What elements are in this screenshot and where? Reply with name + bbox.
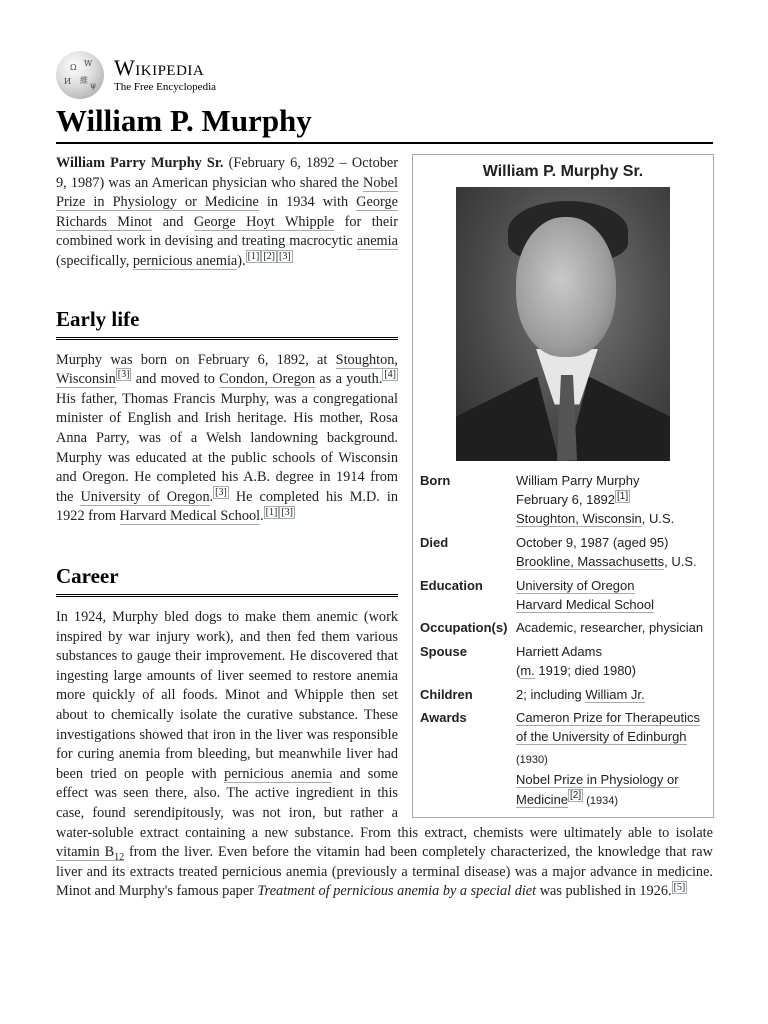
paper-title: Treatment of pernicious anemia by a special diet	[257, 883, 537, 900]
infobox-value: October 9, 1987 (aged 95) Brookline, Massachusetts, U.S.	[516, 533, 705, 572]
link-married-abbr[interactable]: m.	[520, 663, 535, 679]
infobox-label: Spouse	[420, 643, 467, 659]
citation-link[interactable]: [5]	[673, 881, 686, 893]
infobox-label: Awards	[420, 709, 467, 725]
wikipedia-wordmark: Wikipedia	[114, 55, 205, 80]
citation-link[interactable]: [4]	[384, 369, 396, 381]
wikipedia-logo[interactable]	[56, 50, 713, 100]
link-harvard-medical-school[interactable]: Harvard Medical School	[516, 596, 655, 612]
link-university-of-oregon-text[interactable]: University of Oregon	[80, 488, 210, 505]
section-heading-career: Career	[56, 564, 398, 597]
citation-link[interactable]: [3]	[281, 506, 294, 518]
infobox-row-education	[420, 576, 705, 615]
link-stoughton[interactable]: Stoughton, Wisconsin	[516, 511, 642, 527]
page-title: William P. Murphy	[56, 104, 713, 144]
link-brookline[interactable]: Brookline, Massachusetts	[516, 554, 665, 570]
link-vitamin-b12[interactable]: vitamin $B_{12}$	[56, 844, 125, 863]
infobox-value: 2; including William Jr.	[516, 686, 645, 702]
infobox-row-spouse	[420, 642, 705, 681]
intro-paragraph: William Parry Murphy Sr. (February 6, 1892 – October 9, 1987) was an American physician who shared the Nobel Prize in Physiology or Medicine in 1934 with George Richards Minot and George Hoyt Whipple for their combined work in devising and treating macrocytic anemia (specifically, pernicious anemia). [1] [2] [3]	[56, 155, 398, 270]
infobox-row-children	[420, 685, 705, 704]
link-william-jr[interactable]: William Jr.	[585, 686, 645, 702]
link-pernicious-anemia[interactable]: pernicious anemia	[132, 253, 238, 270]
infobox-value: Academic, researcher, physician	[516, 620, 704, 636]
citation-link[interactable]: [1]	[247, 251, 260, 263]
link-pernicious-anemia-career[interactable]: pernicious anemia	[224, 765, 333, 782]
infobox-label: Children	[420, 686, 473, 702]
link-nobel-prize[interactable]: Nobel Prize in Physiology or Medicine	[516, 772, 679, 807]
infobox-value	[516, 576, 705, 615]
infobox-value: Harriett Adams (m. 1919; died 1980)	[516, 642, 705, 681]
citation-link[interactable]: [1]	[617, 490, 629, 502]
infobox-row-born	[420, 471, 705, 529]
infobox-title: William P. Murphy Sr.	[482, 163, 644, 181]
link-cameron-prize[interactable]: Cameron Prize for Therapeutics of the University of Edinburgh	[516, 709, 701, 745]
infobox-row-occupation	[420, 618, 705, 637]
died-date: October 9, 1987 (aged 95)	[516, 534, 669, 550]
link-condon-oregon[interactable]: Condon, Oregon	[219, 371, 316, 388]
infobox-label: Died	[420, 534, 449, 550]
link-george-minot[interactable]: George Richards Minot	[56, 194, 398, 230]
article-page	[56, 50, 713, 902]
section-heading-early-life: Early life	[56, 307, 398, 340]
article-content	[56, 154, 713, 902]
infobox-value: William Parry Murphy February 6, 1892 [1] Stoughton, Wisconsin, U.S.	[516, 471, 705, 529]
citation-link[interactable]: [3]	[117, 369, 130, 381]
infobox-value: Cameron Prize for Therapeutics of the University of Edinburgh (1930) Nobel Prize in Physiology or Medicine [2] (1934)	[516, 709, 701, 807]
citation-link[interactable]: [1]	[265, 506, 278, 518]
infobox-label: Occupation(s)	[420, 620, 508, 636]
infobox-row-awards	[420, 708, 705, 811]
link-university-of-oregon[interactable]: University of Oregon	[516, 577, 635, 593]
infobox	[412, 154, 714, 818]
born-date: February 6, 1892	[516, 491, 616, 507]
link-nobel-prize-intro[interactable]: Nobel Prize in Physiology or Medicine	[56, 174, 398, 211]
infobox-label: Education	[420, 577, 483, 593]
spouse-name: Harriett Adams	[516, 643, 602, 659]
born-name: William Parry Murphy	[516, 472, 640, 488]
wikipedia-globe-icon: Ω W И 維 ψ	[56, 51, 104, 99]
citation-link[interactable]: [3]	[215, 487, 227, 499]
infobox-row-died	[420, 533, 705, 572]
infobox-label: Born	[420, 472, 451, 488]
career-paragraph: In 1924, Murphy bled dogs to make them anemic (work inspired by war injury work), and then fed them various substances to gauge their improvement. He discovered that ingesting large amounts of liver seemed to restore anemia more quickly of all foods. Minot and Whipple then set about to chemically isolate the curative substance. These investigations showed that iron in the liver was responsible for curing anemia from bleeding, but meanwhile liver had been tried on people with pernicious anemia and some effect was seen there, also. The active ingredient in this case, found serendipitously, was not iron, but rather a water-soluble extract containing a new substance. From this extract, chemists were ultimately able to isolate vitamin $B_{12}$ from the liver. Even before the vitamin had been completely characterized, the knowledge that raw liver and its extracts treated pernicious anemia (previously a terminal disease) was a major advance in medicine. Minot and Murphy's famous paper Treatment of pernicious anemia by a special diet was published in 1926. [5]	[56, 609, 713, 900]
link-anemia[interactable]: anemia	[356, 233, 398, 250]
wikipedia-tagline: The Free Encyclopedia	[114, 81, 217, 93]
citation-link[interactable]: [2]	[570, 790, 582, 802]
portrait-image[interactable]	[456, 187, 670, 461]
early-life-paragraph: Murphy was born on February 6, 1892, at Stoughton, Wisconsin [3] and moved to Condon, Oregon as a youth. [4] His father, Thomas Francis Murphy, was a congregational minister of English and Irish heritage. His mother, Rosa Anna Parry, was of a Welsh landowning background. Murphy was educated at the public schools of Wisconsin and Oregon. He completed his A.B. degree in 1914 from the University of Oregon. [3] He completed his M.D. in 1922 from Harvard Medical School. [1] [3]	[56, 351, 398, 525]
link-stoughton-wisconsin[interactable]: Stoughton, Wisconsin	[56, 351, 398, 388]
link-george-whipple[interactable]: George Hoyt Whipple	[193, 213, 335, 230]
link-harvard-medical-school-text[interactable]: Harvard Medical School	[119, 508, 261, 525]
citation-link[interactable]: [3]	[278, 251, 291, 263]
infobox-table	[413, 461, 713, 818]
citation-link[interactable]: [2]	[263, 251, 275, 263]
